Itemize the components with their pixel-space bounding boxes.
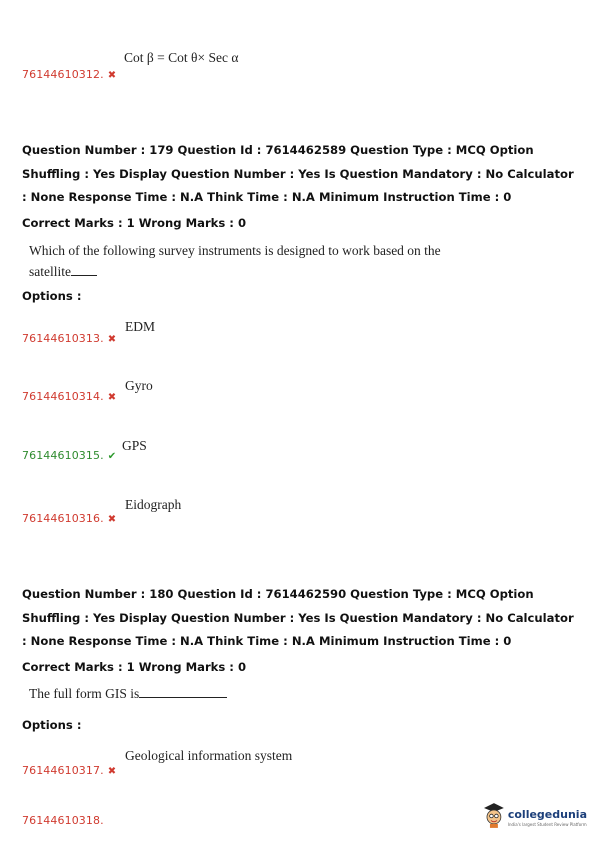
- question-meta: Question Number : 179 Question Id : 7614462589 Question Type : MCQ Option Shuffling : Yes Display Question Number : Yes Is Question Mandatory : No Calculator : None Response Time : N.A Think Time : N.A Minimum Instruction Time : 0: [22, 143, 574, 204]
- question-line: The full form GIS is: [29, 686, 140, 701]
- marks-line: Correct Marks : 1 Wrong Marks : 0: [22, 660, 247, 674]
- question-line-1: Which of the following survey instruments is designed to work based on the: [29, 243, 441, 258]
- options-label: Options :: [22, 289, 82, 303]
- answer-blank: [139, 697, 227, 698]
- option-text: GPS: [122, 438, 147, 453]
- cross-icon: ✖: [107, 514, 117, 525]
- option-text: Geological information system: [125, 748, 293, 763]
- question-line-2: satellite: [29, 264, 71, 279]
- option-text: EDM: [125, 319, 155, 334]
- question-meta: Question Number : 180 Question Id : 7614462590 Question Type : MCQ Option Shuffling : Yes Display Question Number : Yes Is Question Mandatory : No Calculator : None Response Time : N.A Think Time : N.A Minimum Instruction Time : 0: [22, 587, 574, 648]
- formula-text: Cot β = Cot θ× Sec α: [124, 50, 239, 65]
- option-text: Gyro: [125, 378, 153, 393]
- option-id: 76144610316.: [22, 512, 104, 525]
- cross-icon: ✖: [107, 70, 117, 81]
- option-id: 76144610314.: [22, 390, 104, 403]
- options-label: Options :: [22, 718, 82, 732]
- student-mascot-icon: [483, 802, 505, 828]
- cross-icon: ✖: [107, 766, 117, 777]
- logo-name: collegedunia: [507, 808, 587, 821]
- option-id: 76144610313.: [22, 332, 104, 345]
- option-id: 76144610318.: [22, 814, 104, 827]
- collegedunia-logo: [483, 798, 587, 832]
- option-id: 76144610312.: [22, 68, 104, 81]
- option-id: 76144610317.: [22, 764, 104, 777]
- option-id: 76144610315.: [22, 449, 104, 462]
- option-row: [22, 507, 116, 526]
- option-row: [22, 444, 116, 463]
- question-text: [29, 686, 227, 702]
- marks-line: Correct Marks : 1 Wrong Marks : 0: [22, 216, 247, 230]
- cross-icon: ✖: [107, 334, 117, 345]
- answer-blank: [71, 275, 97, 276]
- option-row: [22, 327, 116, 346]
- logo-tagline: India's largest Student Review Platform: [507, 822, 587, 827]
- option-row: [22, 809, 104, 828]
- cross-icon: ✖: [107, 392, 117, 403]
- question-text: [29, 240, 441, 282]
- option-row: [22, 385, 116, 404]
- option-text: Eidograph: [125, 497, 182, 512]
- option-row: [22, 759, 116, 778]
- option-row: [22, 63, 116, 82]
- check-icon: ✔: [107, 451, 117, 462]
